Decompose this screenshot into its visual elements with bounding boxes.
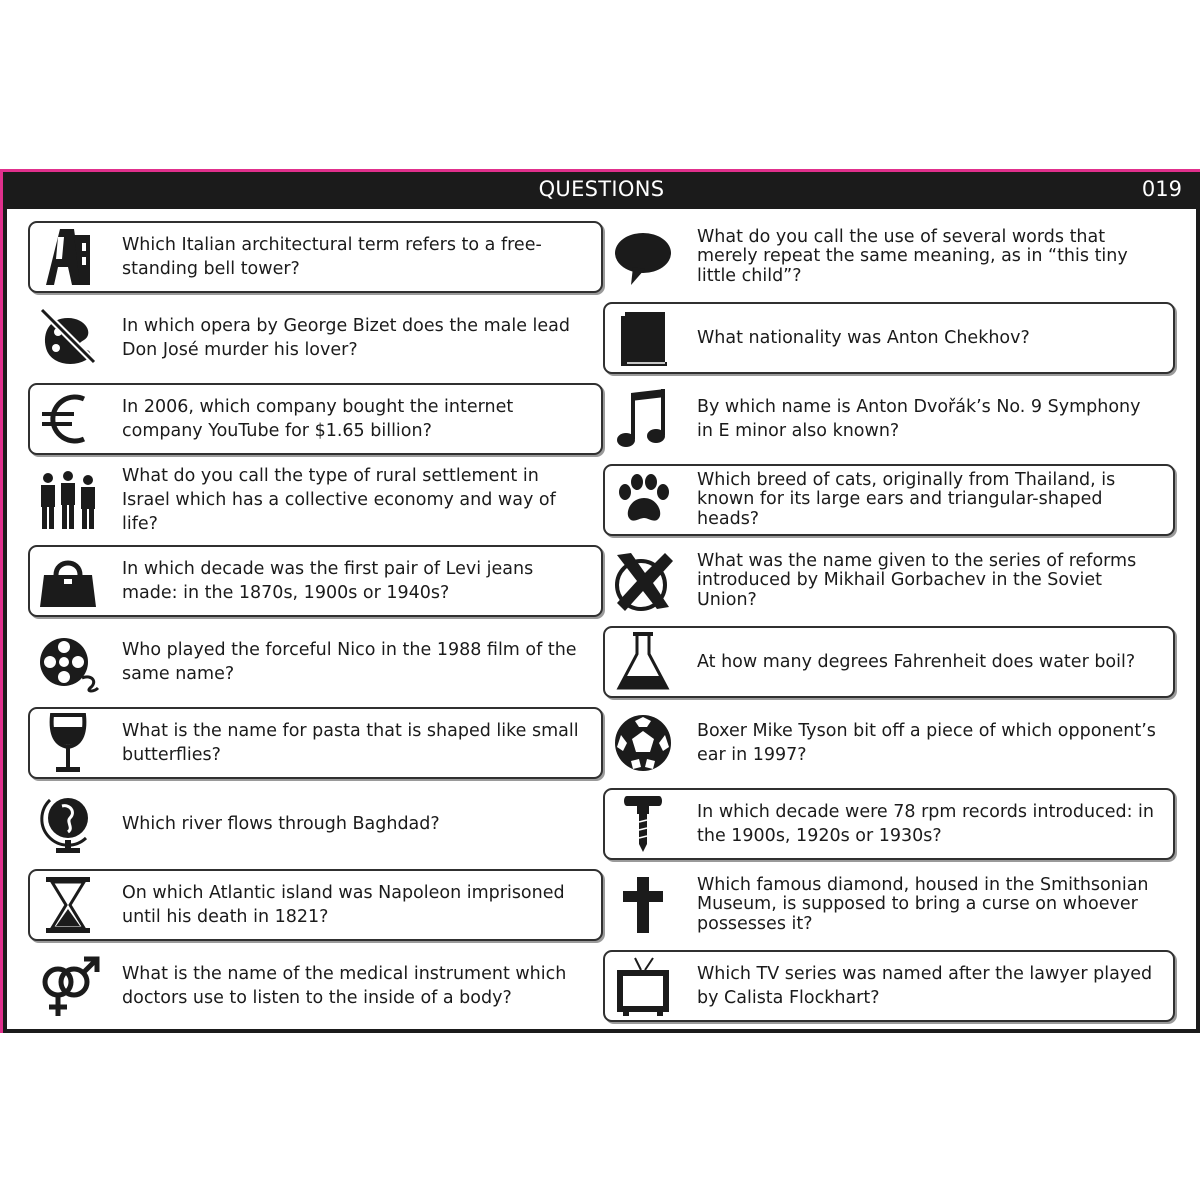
book-icon — [611, 306, 675, 370]
film-reel-icon — [36, 630, 100, 694]
quiz-card — [0, 169, 1200, 1033]
flask-icon — [611, 630, 675, 694]
people-icon — [36, 468, 100, 532]
question-text: On which Atlantic island was Napoleon imprisoned until his death in 1821? — [122, 883, 565, 927]
question-text: What do you call the use of several words that merely repeat the same meaning, as in “this tiny little child”? — [697, 226, 1128, 286]
question-text: Which breed of cats, originally from Thailand, is known for its large ears and triangular-shaped heads? — [697, 469, 1116, 529]
euro-icon — [36, 387, 100, 451]
question-card-right-1 — [603, 217, 1175, 297]
hourglass-icon — [36, 873, 100, 937]
question-card-left-6 — [28, 622, 603, 702]
question-text: In which decade were 78 rpm records introduced: in the 1900s, 1920s or 1930s? — [697, 802, 1154, 846]
speech-bubble-icon — [611, 225, 675, 289]
question-text: Who played the forceful Nico in the 1988 film of the same name? — [122, 640, 577, 684]
question-text: In which decade was the first pair of Levi jeans made: in the 1870s, 1900s or 1940s? — [122, 559, 534, 603]
question-text: What was the name given to the series of reforms introduced by Mikhail Gorbachev in the Soviet Union? — [697, 550, 1137, 610]
page-title: QUESTIONS — [538, 177, 665, 201]
question-text: What nationality was Anton Chekhov? — [697, 328, 1030, 348]
question-card-right-7 — [603, 703, 1175, 783]
handbag-icon — [36, 549, 100, 613]
question-card-right-8 — [603, 784, 1175, 864]
question-card-right-6 — [603, 622, 1175, 702]
question-card-right-10 — [603, 946, 1175, 1026]
question-card-right-9 — [603, 865, 1175, 945]
cross-icon — [611, 873, 675, 937]
question-card-right-3 — [603, 379, 1175, 459]
question-card-right-5 — [603, 541, 1175, 621]
question-text: Boxer Mike Tyson bit off a piece of which opponent’s ear in 1997? — [697, 721, 1156, 765]
header-bar — [3, 172, 1200, 209]
question-card-left-2 — [28, 298, 603, 378]
question-text: Which river flows through Baghdad? — [122, 814, 440, 834]
question-card-right-4 — [603, 460, 1175, 540]
globe-icon — [36, 792, 100, 856]
tower-icon — [36, 225, 100, 289]
question-card-left-1 — [28, 217, 603, 297]
question-card-left-10 — [28, 946, 603, 1026]
questions-frame — [3, 209, 1200, 1033]
question-card-left-9 — [28, 865, 603, 945]
question-card-left-4 — [28, 460, 603, 540]
music-note-icon — [611, 387, 675, 451]
ballot-x-icon — [611, 549, 675, 613]
paw-print-icon — [611, 468, 675, 532]
question-text: Which Italian architectural term refers to a free-standing bell tower? — [122, 235, 542, 279]
question-text: Which TV series was named after the lawyer played by Calista Flockhart? — [697, 964, 1153, 1008]
page-number: 019 — [1141, 177, 1182, 201]
question-text: What is the name for pasta that is shaped like small butterflies? — [122, 721, 579, 765]
question-card-left-7 — [28, 703, 603, 783]
wine-glass-icon — [36, 711, 100, 775]
question-card-right-2 — [603, 298, 1175, 378]
palette-icon — [36, 306, 100, 370]
question-card-left-8 — [28, 784, 603, 864]
question-text: What is the name of the medical instrument which doctors use to listen to the inside of a body? — [122, 964, 567, 1008]
question-text: Which famous diamond, housed in the Smithsonian Museum, is supposed to bring a curse on whoever possesses it? — [697, 874, 1149, 934]
question-text: At how many degrees Fahrenheit does water boil? — [697, 652, 1136, 672]
question-text: In 2006, which company bought the internet company YouTube for $1.65 billion? — [122, 397, 514, 441]
soccer-ball-icon — [611, 711, 675, 775]
question-card-left-5 — [28, 541, 603, 621]
spanner-icon — [611, 792, 675, 856]
tv-icon — [611, 954, 675, 1018]
question-text: In which opera by George Bizet does the male lead Don José murder his lover? — [122, 316, 571, 360]
gender-symbols-icon — [36, 954, 100, 1018]
question-card-left-3 — [28, 379, 603, 459]
question-text: By which name is Anton Dvořák’s No. 9 Symphony in E minor also known? — [697, 397, 1141, 441]
question-text: What do you call the type of rural settlement in Israel which has a collective economy and way of life? — [122, 466, 556, 534]
